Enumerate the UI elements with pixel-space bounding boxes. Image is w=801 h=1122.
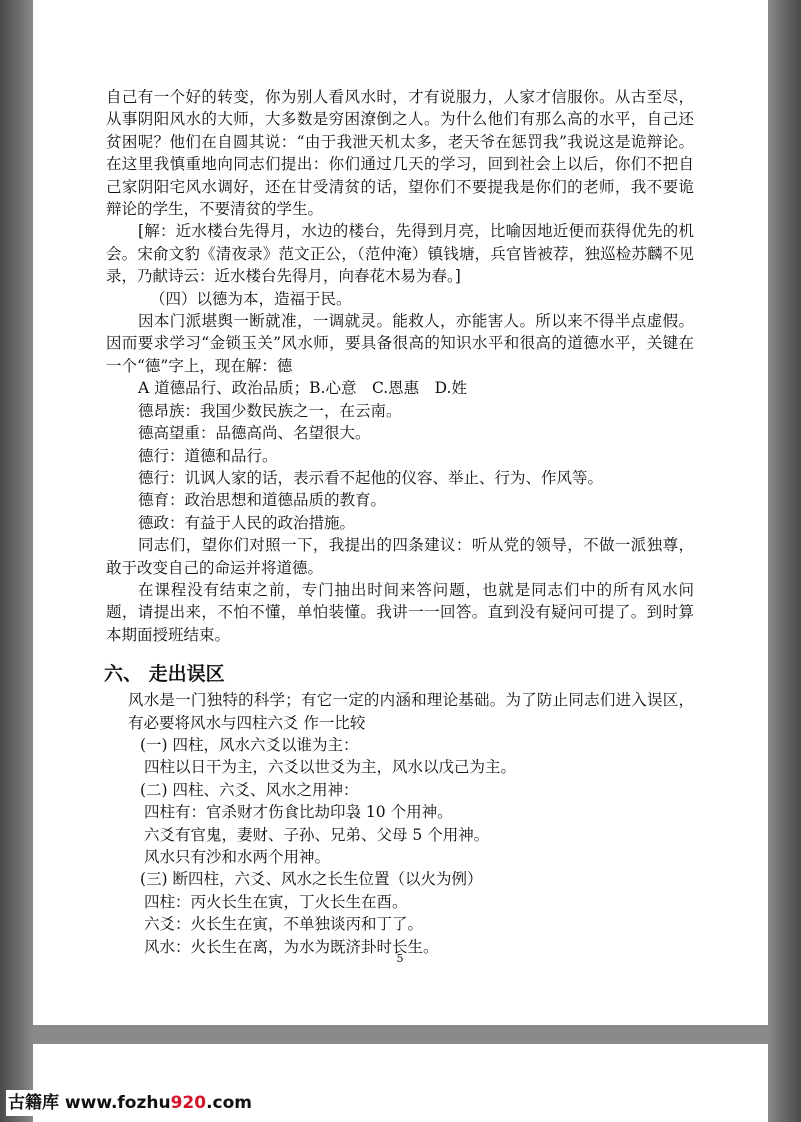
definition-line: 德高望重：品德高尚、名望很大。	[138, 424, 371, 443]
subsection-line: 风水只有沙和水两个用神。	[144, 848, 331, 866]
paragraph-heading-four: （四）以德为本，造福于民。	[150, 289, 352, 308]
section-intro: 风水是一门独特的科学；有它一定的内涵和理论基础。为了防止同志们进入误区，有必要将风水与四柱六爻 作一比较	[128, 691, 694, 732]
subsection-line: 风水：火长生在离，为水为既济卦时长生。	[144, 937, 439, 956]
subsection-title: (三) 断四柱，六爻、风水之长生位置（以火为例）	[140, 870, 483, 889]
subsection-line: 四柱：丙火长生在寅，丁火长生在酉。	[144, 892, 408, 911]
definition-line: 德昂族：我国少数民族之一，在云南。	[138, 401, 402, 420]
watermark-url-number: 920	[170, 1093, 207, 1113]
paragraph: 因本门派堪舆一断就准，一调就灵。能救人，亦能害人。所以来不得半点虚假。因而要求学习“金锁玉关”风水师，要具备很高的知识水平和很高的道德水平，关键在一个“德”字上，现在解：德	[106, 312, 694, 375]
page-number: 5	[396, 952, 404, 965]
definition-line: 德行：道德和品行。	[138, 446, 278, 465]
definition-line: 德政：有益于人民的政治措施。	[138, 513, 356, 532]
watermark-site-name: 古籍库	[8, 1093, 59, 1113]
subsection-title: (一) 四柱，风水六爻以谁为主：	[140, 735, 359, 754]
paragraph-annotation: [解：近水楼台先得月，水边的楼台，先得到月亮，比喻因地近便而获得优先的机会。宋俞文豹《清夜录》范文正公，（范仲淹）镇钱塘，兵官皆被荐，独巡检苏麟不见录，乃献诗云：近水楼台先得月，向春花木易为春。]	[106, 222, 694, 286]
definition-line: 德行：讥讽人家的话，表示看不起他的仪容、举止、行为、作风等。	[138, 468, 604, 487]
site-watermark	[6, 1090, 258, 1116]
paragraph: 在课程没有结束之前，专门抽出时间来答问题，也就是同志们中的所有风水问题，请提出来，不怕不懂，单怕装懂。我讲一一回答。直到没有疑问可提了。到时算本期面授班结束。	[106, 580, 694, 644]
subsection-line: 四柱以日干为主，六爻以世爻为主，风水以戊己为主。	[144, 758, 517, 777]
options-line: A 道德品行、政治品质；B.心意 C.恩惠 D.姓	[138, 379, 467, 398]
paragraph: 同志们，望你们对照一下，我提出的四条建议：听从党的领导，不做一派独尊，敢于改变自己的命运并将道德。	[106, 536, 694, 577]
page-body	[106, 86, 694, 958]
watermark-url-prefix: www.fozhu	[64, 1093, 171, 1113]
subsection-line: 四柱有：官杀财才伤食比劫印袅 10 个用神。	[144, 803, 453, 822]
definition-line: 德育：政治思想和道德品质的教育。	[138, 491, 387, 510]
paragraph: 自己有一个好的转变，你为别人看风水时，才有说服力，人家才信服你。从古至尽，从事阴阳风水的大师，大多数是穷困潦倒之人。为什么他们有那么高的水平，自己还贫困呢？他们在自圆其说：“由于我泄天机太多，老天爷在惩罚我”我说这是诡辩论。在这里我慎重地向同志们提出：你们通过几天的学习，回到社会上以后，你们不把自己家阴阳宅风水调好，还在甘受清贫的话，望你们不要提我是你们的老师，我不要诡辩论的学生，不要清贫的学生。	[106, 88, 694, 219]
subsection-line: 六爻：火长生在寅，不单独谈丙和丁了。	[144, 915, 424, 934]
subsection-title: (二) 四柱、六爻、风水之用神：	[140, 780, 359, 799]
subsection-line: 六爻有官鬼，妻财、子孙、兄弟、父母 5 个用神。	[144, 825, 490, 844]
watermark-url-suffix: .com	[206, 1093, 253, 1113]
section-title: 六、 走出误区	[104, 663, 225, 686]
